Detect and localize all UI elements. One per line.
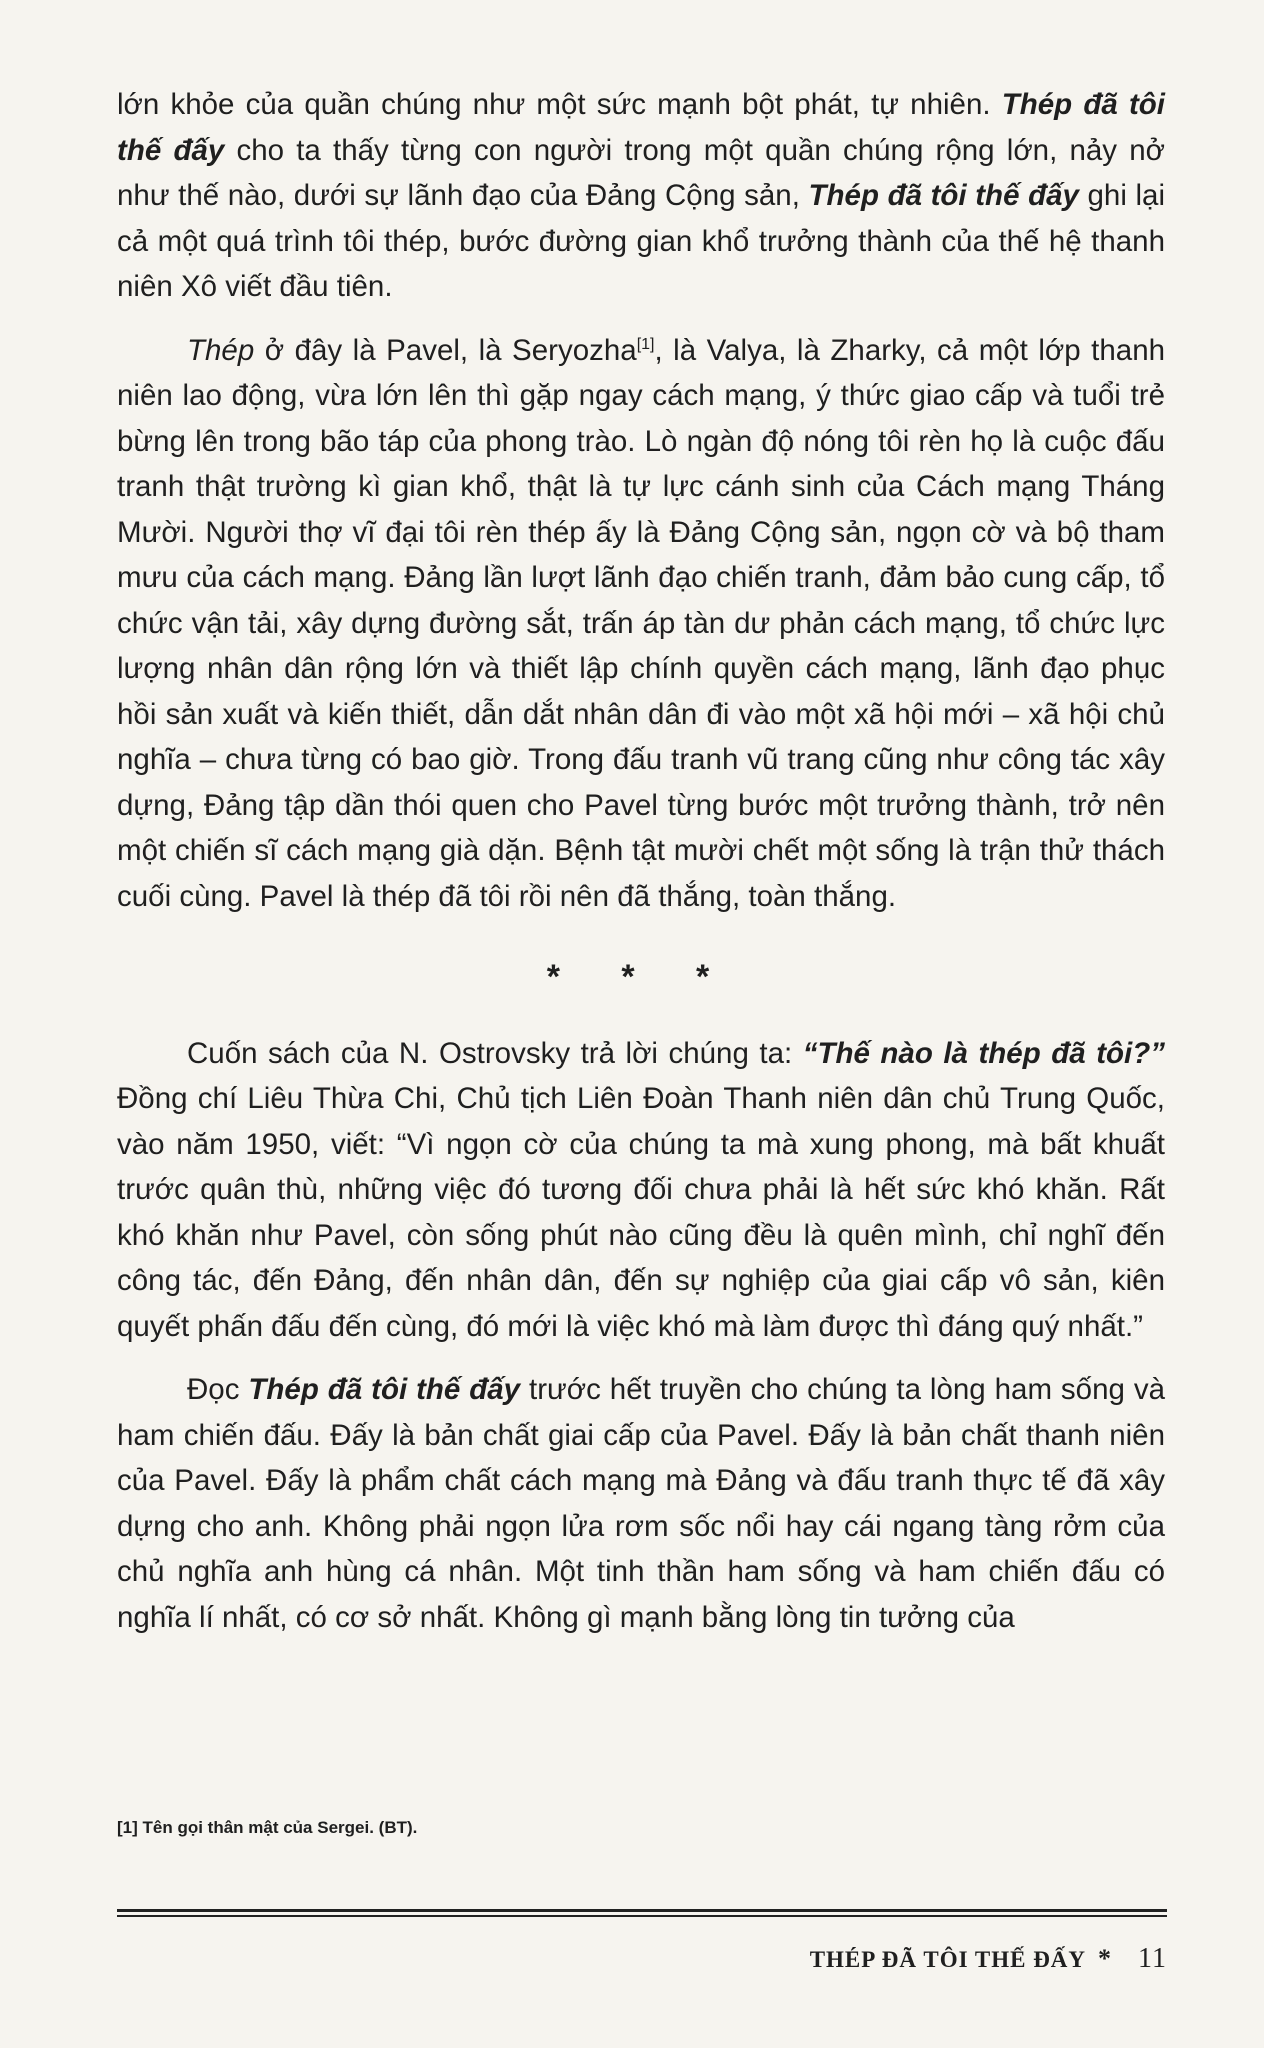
steel-emphasis: Thép	[187, 333, 255, 367]
body-text	[117, 82, 1165, 1640]
question-emphasis: “Thế nào là thép đã tôi?”	[802, 1036, 1165, 1070]
paragraph-ostrovsky: Cuốn sách của N. Ostrovsky trả lời chúng ta: “Thế nào là thép đã tôi?” Đồng chí Liêu Thừa Chi, Chủ tịch Liên Đoàn Thanh niên dân chủ Trung Quốc, vào năm 1950, viết: “Vì ngọn cờ của chúng ta mà xung phong, mà bất khuất trước quân thù, những việc đó tương đối chưa phải là hết sức khó khăn. Rất khó khăn như Pavel, còn sống phút nào cũng đều là quên mình, chỉ nghĩ đến công tác, đến Đảng, đến nhân dân, đến sự nghiệp của giai cấp vô sản, kiên quyết phấn đấu đến cùng, đó mới là việc khó mà làm được thì đáng quý nhất.”	[117, 1036, 1165, 1343]
paragraph-continuation: lớn khỏe của quần chúng như một sức mạnh bột phát, tự nhiên. Thép đã tôi thế đấy cho ta thấy từng con người trong một quần chúng rộng lớn, nảy nở như thế nào, dưới sự lãnh đạo của Đảng Cộng sản, Thép đã tôi thế đấy ghi lại cả một quá trình tôi thép, bước đường gian khổ trưởng thành của thế hệ thanh niên Xô viết đầu tiên.	[117, 88, 1166, 303]
book-title-emphasis: Thép đã tôi thế đấy	[808, 179, 1079, 212]
footnote-marker: [1]	[636, 335, 655, 353]
running-title: THÉP ĐÃ TÔI THẾ ĐẤY	[809, 1947, 1087, 1972]
footnote: [1] Tên gọi thân mật của Sergei. (BT).	[117, 1818, 418, 1837]
running-separator: *	[1098, 1944, 1113, 1973]
paragraph-reading: Đọc Thép đã tôi thế đấy trước hết truyền cho chúng ta lòng ham sống và ham chiến đấu. Đấy là bản chất giai cấp của Pavel. Đấy là bản chất thanh niên của Pavel. Đấy là phẩm chất cách mạng mà Đảng và đấu tranh thực tế đã xây dựng cho anh. Không phải ngọn lửa rơm sốc nổi hay cái ngang tàng rởm của chủ nghĩa anh hùng cá nhân. Một tinh thần ham sống và ham chiến đấu có nghĩa lí nhất, có cơ sở nhất. Không gì mạnh bằng lòng tin tưởng của	[117, 1373, 1165, 1634]
running-footer	[117, 1943, 1167, 1975]
footer-rule-thin	[117, 1915, 1167, 1917]
paragraph-steel: Thép ở đây là Pavel, là Seryozha[1], là Valya, là Zharky, cả một lớp thanh niên lao động, vừa lớn lên thì gặp ngay cách mạng, ý thức giao cấp và tuổi trẻ bừng lên trong bão táp của phong trào. Lò ngàn độ nóng tôi rèn họ là cuộc đấu tranh thật trường kì gian khổ, thật là tự lực cánh sinh của Cách mạng Tháng Mười. Người thợ vĩ đại tôi rèn thép ấy là Đảng Cộng sản, ngọn cờ và bộ tham mưu của cách mạng. Đảng lần lượt lãnh đạo chiến tranh, đảm bảo cung cấp, tổ chức vận tải, xây dựng đường sắt, trấn áp tàn dư phản cách mạng, tổ chức lực lượng nhân dân rộng lớn và thiết lập chính quyền cách mạng, lãnh đạo phục hồi sản xuất và kiến thiết, dẫn dắt nhân dân đi vào một xã hội mới – xã hội chủ nghĩa – chưa từng có bao giờ. Trong đấu tranh vũ trang cũng như công tác xây dựng, Đảng tập dần thói quen cho Pavel từng bước một trưởng thành, trở nên một chiến sĩ cách mạng già dặn. Bệnh tật mười chết một sống là trận thử thách cuối cùng. Pavel là thép đã tôi rồi nên đã thắng, toàn thắng.	[117, 333, 1166, 913]
book-title-emphasis: Thép đã tôi thế đấy	[117, 88, 1165, 167]
page-number: 11	[1138, 1943, 1167, 1974]
section-separator: * * *	[546, 958, 736, 996]
footer-rule-thick	[117, 1909, 1167, 1912]
book-title-emphasis: Thép đã tôi thế đấy	[248, 1373, 521, 1406]
